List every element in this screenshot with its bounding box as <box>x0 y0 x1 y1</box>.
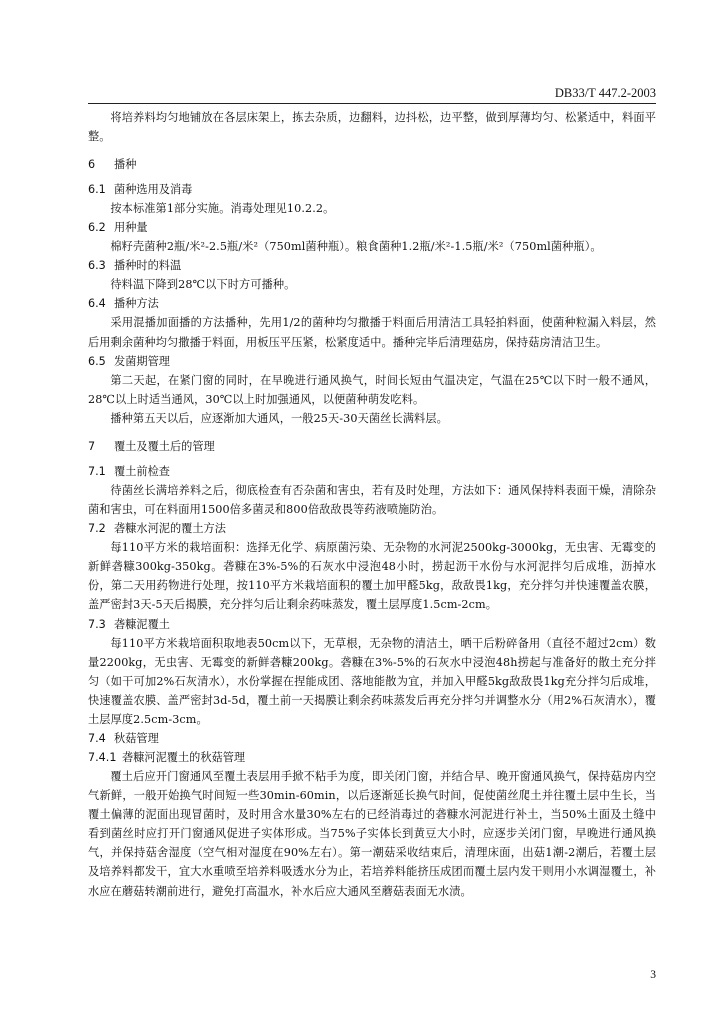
section-heading <box>88 615 656 634</box>
section-number: 7 <box>88 439 96 453</box>
body-paragraph: 将培养料均匀地铺放在各层床架上，拣去杂质，边翻料，边抖松，边平整，做到厚薄均匀、松紧适中，料面平整。 <box>88 111 656 144</box>
section-heading <box>88 256 656 275</box>
section-title: 覆土前检查 <box>114 464 170 478</box>
section-heading <box>88 748 656 767</box>
section-number: 6.4 <box>88 297 106 311</box>
section-number: 7.1 <box>88 464 106 478</box>
body-paragraph: 播种第五天以后，应逐渐加大通风，一般25天-30天菌丝长满料层。 <box>110 411 448 425</box>
section-number: 7.2 <box>88 522 106 536</box>
section-number: 6.3 <box>88 259 106 273</box>
section-title: 用种量 <box>114 221 148 235</box>
section-heading <box>88 519 656 538</box>
spacer <box>88 428 656 437</box>
body-paragraph: 每110平方米栽培面积取地表50cm以下，无草根，无杂物的清洁土，晒干后粉碎备用（直径不超过2cm）数量2200kg，无虫害、无霉变的新鲜砻糠200kg。砻糠在3%-5%的石灰水中浸泡48h捞起与准备好的散土充分拌匀（如干可加2%石灰清水），水份掌握在捏能成团、落地能散为宜，并加入甲醛5kg敌敌畏1kg充分拌匀后成堆，快速覆盖农膜、盖严密封3d-5d，覆土前一天揭膜让剩余药味蒸发后再充分拌匀并调整水分（用2%石灰清水），覆土层厚度2.5cm-3cm。 <box>88 636 656 726</box>
page-number: 3 <box>650 969 656 981</box>
section-title: 砻糠泥覆土 <box>114 617 170 631</box>
spacer <box>88 146 656 155</box>
section-title: 砻糠河泥覆土的秋菇管理 <box>122 750 246 764</box>
body-paragraph: 每110平方米的栽培面积：选择无化学、病原菌污染、无杂物的水河泥2500kg-3000kg，无虫害、无霉变的新鲜砻糠300kg-350kg。砻糠在3%-5%的石灰水中浸泡48小时，捞起沥干水份与水河泥拌匀后成堆，沥掉水份，第二天用药物进行处理，按110平方米栽培面积的覆土加甲醛5kg，敌敌畏1kg，充分拌匀并快速覆盖农膜，盖严密封3天-5天后揭膜，充分拌匀后让剩余药味蒸发，覆土层厚度1.5cm-2cm。 <box>88 541 656 612</box>
body-paragraph: 覆土后应开门窗通风至覆土表层用手掀不粘手为度，即关闭门窗，并结合早、晚开窗通风换气，保持菇房内空气新鲜，一般开始换气时间短一些30min-60min，以后逐渐延长换气时间，促使菌丝爬土并往覆土层中生长，当覆土偏薄的泥面出现冒菌时，及时用含水量30%左右的已经消毒过的砻糠水河泥进行补土，当50%土面及土缝中看到菌丝时应打开门窗通风促进子实体形成。当75%子实体长到黄豆大小时，应逐步关闭门窗，早晚进行通风换气，并保持菇舍湿度（空气相对湿度在90%左右）。第一潮菇采收结束后，清理床面，出菇1潮-2潮后，若覆土层及培养料都发干，宜大水重喷至培养料吸透水分为止，若培养料能挤压成团而覆土层内发干则用小水调湿覆土，补水应在蘑菇转潮前进行，避免打高温水，补水后应大通风至蘑菇表面无水渍。 <box>88 769 656 898</box>
header-divider <box>88 103 656 104</box>
body-paragraph: 棉籽壳菌种2瓶/米²-2.5瓶/米²（750ml菌种瓶）。粮食菌种1.2瓶/米²-1.5瓶/米²（750ml菌种瓶）。 <box>110 240 602 254</box>
standard-code: DB33/T 447.2-2003 <box>554 86 656 100</box>
section-number: 7.4 <box>88 731 106 745</box>
section-heading <box>88 180 656 199</box>
section-title: 播种时的料温 <box>114 259 182 273</box>
section-title: 发菌期管理 <box>114 354 170 368</box>
body-paragraph: 待菌丝长满培养料之后，彻底检查有否杂菌和害虫，若有及时处理，方法如下：通风保持料表面干燥，清除杂菌和害虫，可在料面用1500倍多菌灵和800倍敌敌畏等药液喷施防治。 <box>88 483 656 517</box>
section-number: 6 <box>88 158 96 172</box>
section-number: 7.4.1 <box>88 750 117 764</box>
section-number: 6.1 <box>88 183 106 197</box>
section-title: 菌种选用及消毒 <box>114 183 193 197</box>
section-title: 覆土及覆土后的管理 <box>114 439 215 453</box>
section-title: 秋菇管理 <box>114 731 159 745</box>
section-number: 7.3 <box>88 617 106 631</box>
body-paragraph: 第二天起，在紧门窗的同时，在早晚进行通风换气，时间长短由气温决定，气温在25℃以下时一般不通风，28℃以上时适当通风，30℃以上时加强通风，以便菌种萌发吃料。 <box>88 373 656 406</box>
section-number: 6.2 <box>88 221 106 235</box>
section-heading <box>88 155 656 174</box>
section-heading <box>88 294 656 313</box>
section-title: 播种 <box>114 158 137 172</box>
section-heading <box>88 729 656 748</box>
document-body <box>88 108 656 901</box>
section-heading <box>88 352 656 371</box>
section-title: 砻糠水河泥的覆土方法 <box>114 522 226 536</box>
body-paragraph: 采用混播加面播的方法播种，先用1/2的菌种均匀撒播于料面后用清洁工具轻拍料面，使菌种粒漏入料层，然后用剩余菌种均匀撒播于料面，用板压平压紧，松紧度适中。播种完毕后清理菇房，保持菇房清洁卫生。 <box>88 316 656 349</box>
section-heading <box>88 437 656 456</box>
section-heading <box>88 218 656 237</box>
section-heading <box>88 462 656 481</box>
body-paragraph: 待料温下降到28℃以下时方可播种。 <box>110 278 296 292</box>
section-title: 播种方法 <box>114 297 159 311</box>
section-number: 6.5 <box>88 354 106 368</box>
body-paragraph: 按本标准第1部分实施。消毒处理见10.2.2。 <box>110 202 335 216</box>
